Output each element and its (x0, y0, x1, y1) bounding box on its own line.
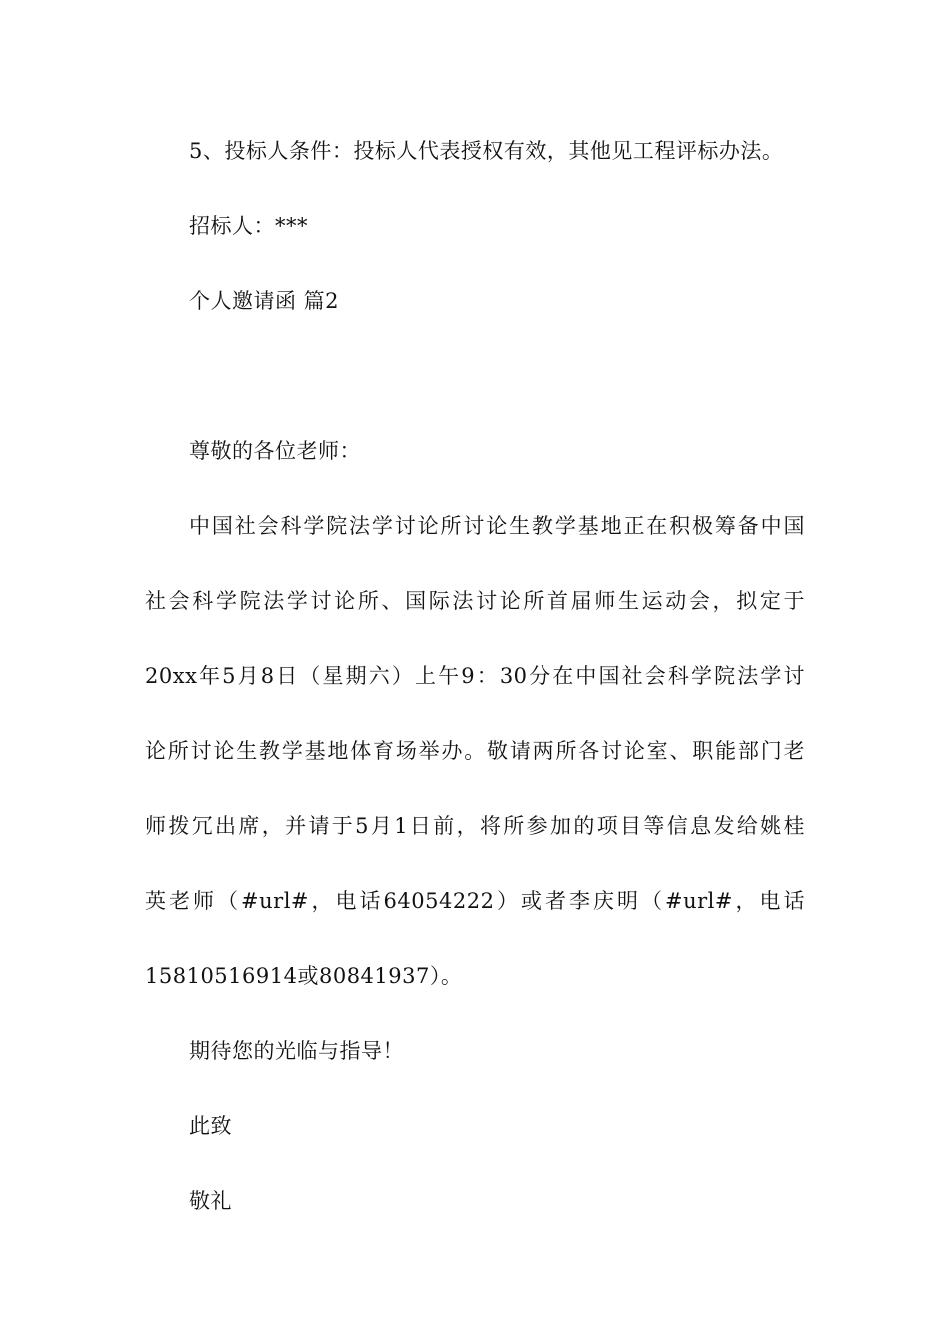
body-paragraph-line: 中国社会科学院法学讨论所讨论生教学基地正在积极筹备中国 (189, 514, 805, 538)
body-paragraph-line: 师拨冗出席，并请于5月1日前，将所参加的项目等信息发给姚桂 (145, 814, 805, 838)
body-paragraph-line: 论所讨论生教学基地体育场举办。敬请两所各讨论室、职能部门老 (145, 739, 805, 763)
closing-cizhi: 此致 (189, 1114, 232, 1138)
body-paragraph-line: 15810516914或80841937）。 (145, 964, 463, 988)
section-heading: 个人邀请函 篇2 (189, 289, 340, 313)
body-paragraph-line: 社会科学院法学讨论所、国际法讨论所首届师生运动会，拟定于 (145, 589, 805, 613)
bidder-conditions-line: 5、投标人条件：投标人代表授权有效，其他见工程评标办法。 (189, 139, 784, 163)
tenderer-line: 招标人：*** (189, 214, 308, 238)
body-paragraph-line: 英老师（#url#，电话64054222）或者李庆明（#url#，电话 (145, 889, 805, 913)
salutation: 尊敬的各位老师： (189, 439, 361, 463)
closing-line: 期待您的光临与指导！ (189, 1039, 404, 1063)
body-paragraph-line: 20xx年5月8日（星期六）上午9：30分在中国社会科学院法学讨 (145, 664, 805, 688)
closing-jingli: 敬礼 (189, 1189, 232, 1213)
